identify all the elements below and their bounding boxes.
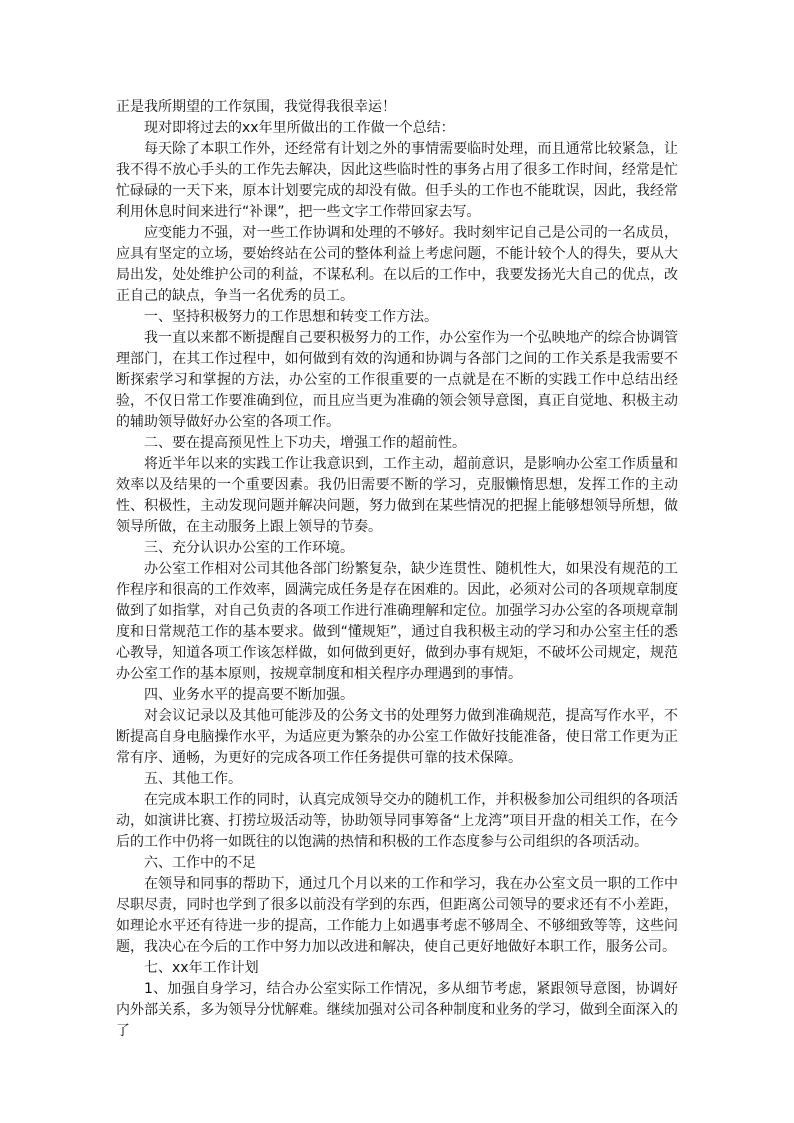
paragraph-3: 每天除了本职工作外，还经常有计划之外的事情需要临时处理，而且通常比较紧急，让我不得不放心手头的工作先去解决，因此这些临时性的事务占用了很多工作时间，经常是忙忙碌碌的一天下来，原本计划要完成的却没有做。但手头的工作也不能耽误，因此，我经常利用休息时间来进行“补课”，把一些文字工作带回家去写。 <box>116 141 678 220</box>
section-heading-7: 七、xx年工作计划 <box>144 960 259 976</box>
paragraph-1: 正是我所期望的工作氛围，我觉得我很幸运！ <box>116 99 396 115</box>
section-heading-5: 五、其他工作。 <box>144 771 242 787</box>
paragraph-11: 1、加强自身学习，结合办公室实际工作情况，多从细节考虑，紧跟领导意图，协调好内外部关系，多为领导分忧解难。继续加强对公司各种制度和业务的学习，做到全面深入的了 <box>116 981 678 1039</box>
paragraph-4: 应变能力不强，对一些工作协调和处理的不够好。我时刻牢记自己是公司的一名成员，应具有坚定的立场，要始终站在公司的整体利益上考虑问题，不能计较个人的得失，要从大局出发，处处维护公司的利益，不谋私利。在以后的工作中，我要发扬光大自己的优点，改正自己的缺点，争当一名优秀的员工。 <box>116 225 678 304</box>
section-heading-6: 六、工作中的不足 <box>144 855 256 871</box>
paragraph-8: 对会议记录以及其他可能涉及的公务文书的处理努力做到准确规范，提高写作水平，不断提高自身电脑操作水平，为适应更为繁杂的办公室工作做好技能准备，使日常工作更为正常有序、通畅，为更好的完成各项工作任务提供可靠的技术保障。 <box>116 708 678 766</box>
section-heading-3: 三、充分认识办公室的工作环境。 <box>144 540 354 556</box>
paragraph-10: 在领导和同事的帮助下，通过几个月以来的工作和学习，我在办公室文员一职的工作中尽职尽责，同时也学到了很多以前没有学到的东西，但距离公司领导的要求还有不小差距，如理论水平还有待进一步的提高，工作能力上如遇事考虑不够周全、不够细致等等，这些问题，我决心在今后的工作中努力加以改进和解决，使自己更好地做好本职工作，服务公司。 <box>116 876 678 955</box>
paragraph-6: 将近半年以来的实践工作让我意识到，工作主动，超前意识，是影响办公室工作质量和效率以及结果的一个重要因素。我仍旧需要不断的学习，克服懒惰思想，发挥工作的主动性、积极性，主动发现问题并解决问题，努力做到在某些情况的把握上能够想领导所想，做领导所做，在主动服务上跟上领导的节奏。 <box>116 456 678 535</box>
section-heading-4: 四、业务水平的提高要不断加强。 <box>144 687 354 703</box>
paragraph-5: 我一直以来都不断提醒自己要积极努力的工作，办公室作为一个弘映地产的综合协调管理部门，在其工作过程中，如何做到有效的沟通和协调与各部门之间的工作关系是我需要不断探索学习和掌握的方法，办公室的工作很重要的一点就是在不断的实践工作中总结出经验，不仅日常工作要准确到位，而且应当更为准确的领会领导意图，真正自觉地、积极主动的辅助领导做好办公室的各项工作。 <box>116 330 678 430</box>
paragraph-2: 现对即将过去的xx年里所做出的工作做一个总结： <box>144 120 455 136</box>
document-page <box>116 97 678 1042</box>
section-heading-2: 二、要在提高预见性上下功夫，增强工作的超前性。 <box>144 435 466 451</box>
paragraph-7: 办公室工作相对公司其他各部门纷繁复杂，缺少连贯性、随机性大，如果没有规范的工作程序和很高的工作效率，圆满完成任务是存在困难的。因此，必须对公司的各项规章制度做到了如指掌，对自己负责的各项工作进行准确理解和定位。加强学习办公室的各项规章制度和日常规范工作的基本要求。做到“懂规矩”，通过自我积极主动的学习和办公室主任的悉心教导，知道各项工作该怎样做，如何做到更好，做到办事有规矩，不破坏公司规定，规范办公室工作的基本原则，按规章制度和相关程序办理遇到的事情。 <box>116 561 678 682</box>
paragraph-9: 在完成本职工作的同时，认真完成领导交办的随机工作，并积极参加公司组织的各项活动，如演讲比赛、打捞垃圾活动等，协助领导同事筹备“上龙湾”项目开盘的相关工作，在今后的工作中仍将一如既往的以饱满的热情和积极的工作态度参与公司组织的各项活动。 <box>116 792 678 850</box>
section-heading-1: 一、坚持积极努力的工作思想和转变工作方法。 <box>144 309 438 325</box>
